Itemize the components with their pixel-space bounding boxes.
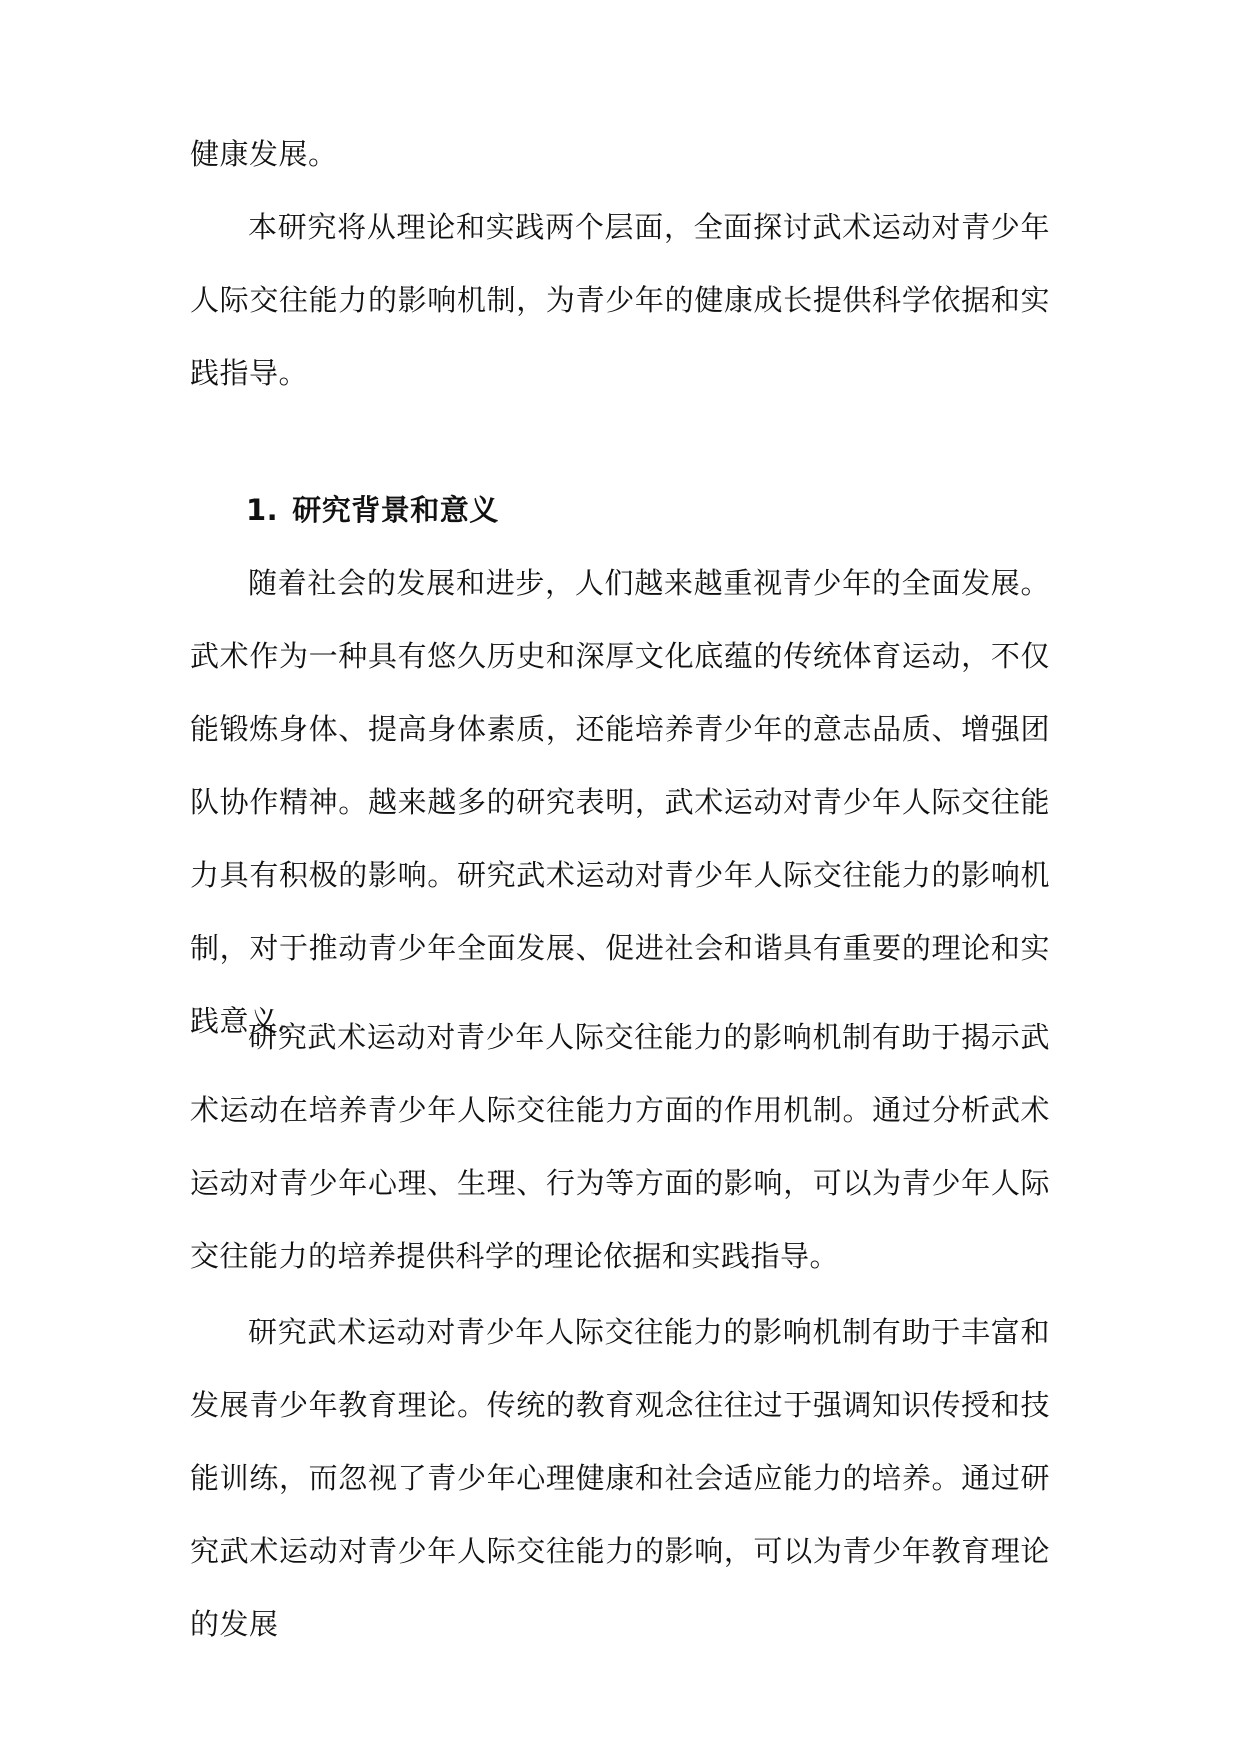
paragraph-mechanism: 研究武术运动对青少年人际交往能力的影响机制有助于揭示武术运动在培养青少年人际交往能力方面的作用机制。通过分析武术运动对青少年心理、生理、行为等方面的影响，可以为青少年人际交往能力的培养提供科学的理论依据和实践指导。	[190, 1020, 1050, 1273]
section-number: 1.	[246, 493, 279, 527]
paragraph-background: 随着社会的发展和进步，人们越来越重视青少年的全面发展。武术作为一种具有悠久历史和深厚文化底蕴的传统体育运动，不仅能锻炼身体、提高身体素质，还能培养青少年的意志品质、增强团队协作精神。越来越多的研究表明，武术运动对青少年人际交往能力具有积极的影响。研究武术运动对青少年人际交往能力的影响机制，对于推动青少年全面发展、促进社会和谐具有重要的理论和实践意义。	[190, 566, 1050, 1038]
section-heading	[246, 474, 499, 547]
paragraph-continuation: 健康发展。	[190, 137, 338, 171]
paragraph-education-theory: 研究武术运动对青少年人际交往能力的影响机制有助于丰富和发展青少年教育理论。传统的教育观念往往过于强调知识传授和技能训练，而忽视了青少年心理健康和社会适应能力的培养。通过研究武术运动对青少年人际交往能力的影响，可以为青少年教育理论的发展	[190, 1315, 1050, 1641]
section-title: 研究背景和意义	[292, 493, 499, 527]
paragraph-intro: 本研究将从理论和实践两个层面，全面探讨武术运动对青少年人际交往能力的影响机制，为青少年的健康成长提供科学依据和实践指导。	[190, 210, 1050, 390]
